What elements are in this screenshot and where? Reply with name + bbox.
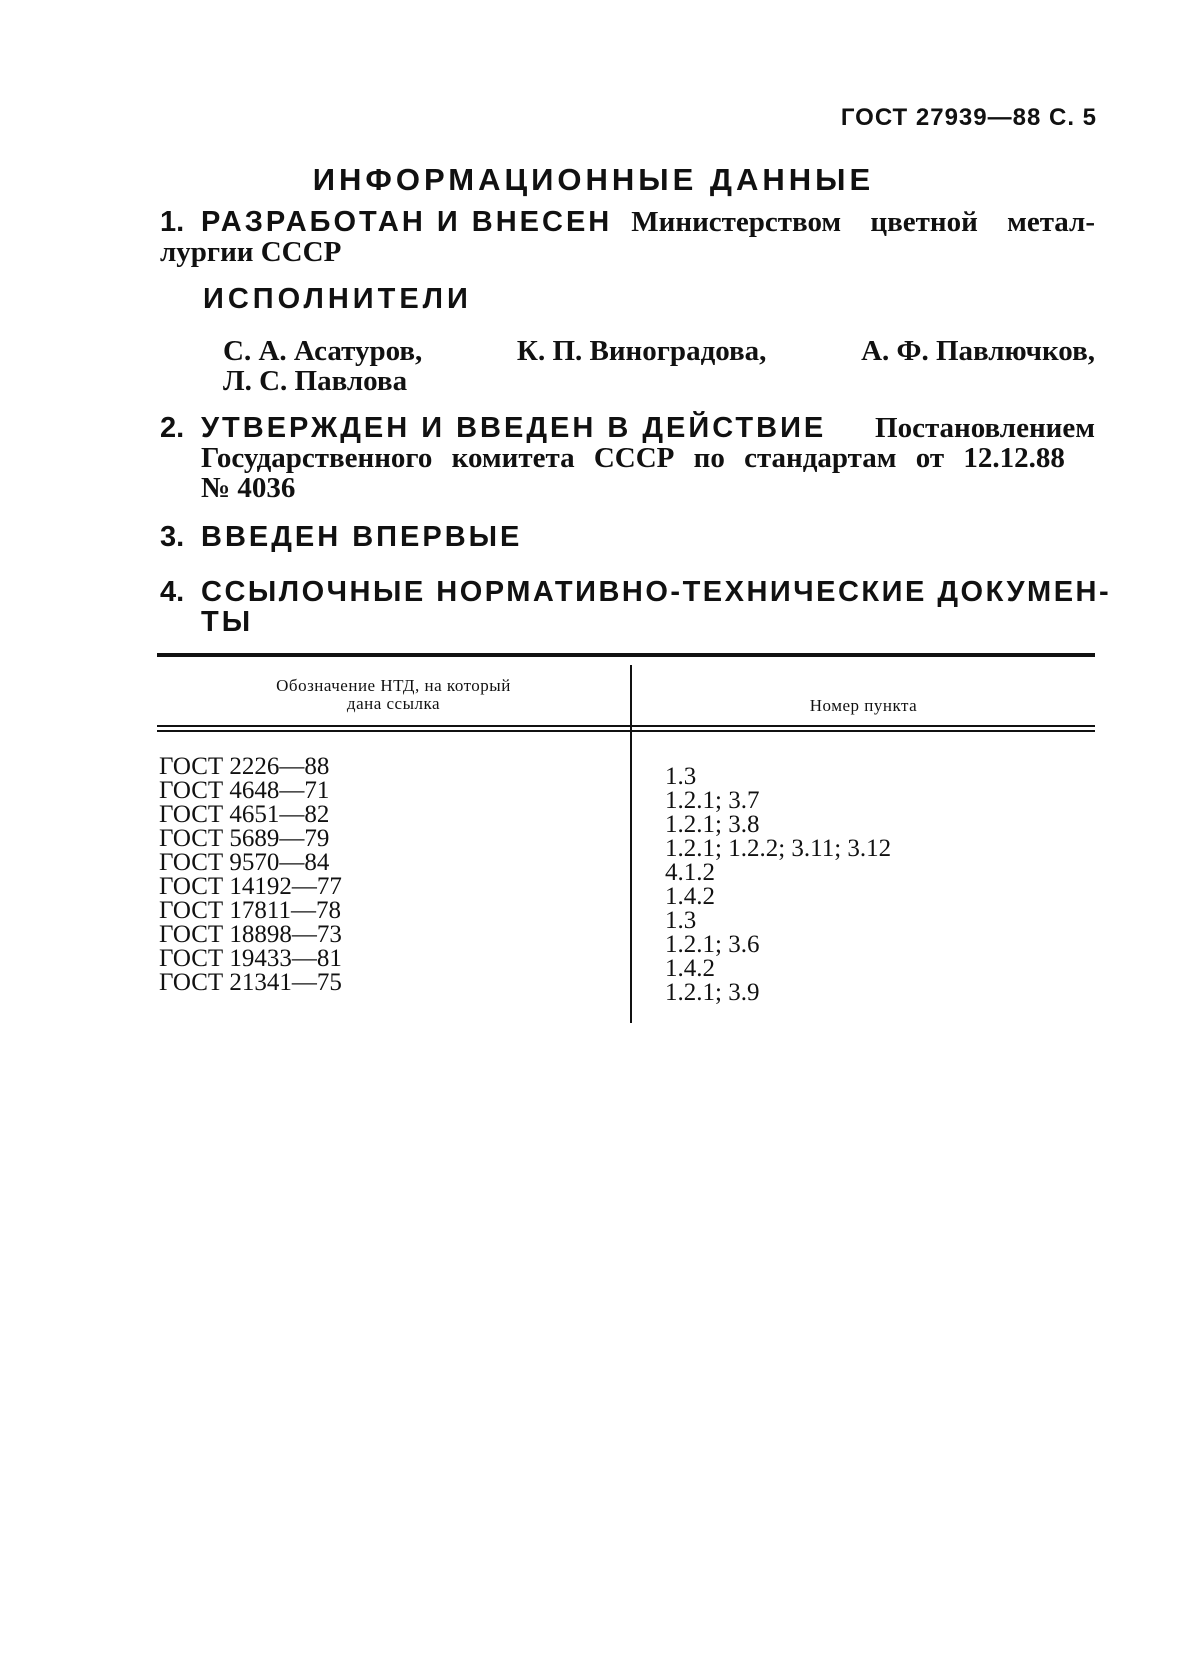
table-cell-document: ГОСТ 17811—78: [159, 897, 341, 924]
item-2-number: 2.: [160, 412, 185, 444]
item-4-number: 4.: [160, 576, 185, 608]
item-4-line-1: [160, 576, 1112, 608]
section-item-1: [160, 207, 1095, 267]
item-1-text-line-1: Министерством цветной метал-: [631, 206, 1095, 238]
item-4-caps-line-1: ССЫЛОЧНЫЕ НОРМАТИВНО-ТЕХНИЧЕСКИЕ ДОКУМЕН-: [201, 576, 1112, 608]
page-reference-header: ГОСТ 27939—88 С. 5: [840, 104, 1097, 131]
author-name: А. Ф. Павлючков,: [861, 335, 1095, 367]
section-item-4: [160, 576, 1112, 638]
author-name: С. А. Асатуров,: [223, 335, 423, 367]
item-2-line-1: [160, 413, 1095, 443]
item-3-number: 3.: [160, 521, 185, 553]
table-cell-document: ГОСТ 14192—77: [159, 873, 342, 900]
table-cell-document: ГОСТ 5689—79: [159, 825, 330, 852]
item-1-line-1: [160, 207, 1095, 237]
item-2-text-line-3: № 4036: [201, 472, 296, 504]
table-cell-clause: 1.3: [665, 907, 697, 934]
table-cell-clause: 1.2.1; 3.6: [665, 931, 760, 958]
item-2-caps: УТВЕРЖДЕН И ВВЕДЕН В ДЕЙСТВИЕ: [201, 412, 827, 444]
performers-heading: ИСПОЛНИТЕЛИ: [203, 283, 472, 315]
column-header-document: [157, 677, 630, 713]
item-3-caps: ВВЕДЕН ВПЕРВЫЕ: [201, 521, 523, 553]
performers-row-1: [223, 336, 1095, 366]
clause-column: [665, 765, 891, 1005]
table-cell-clause: 1.3: [665, 763, 697, 790]
table-header-rule: [157, 730, 1095, 732]
section-item-2: [160, 413, 1095, 503]
table-cell-clause: 4.1.2: [665, 859, 715, 886]
item-4-caps-line-2: ТЫ: [201, 606, 254, 638]
table-cell-document: ГОСТ 9570—84: [159, 849, 330, 876]
table-cell-clause: 1.2.1; 1.2.2; 3.11; 3.12: [665, 835, 892, 862]
item-2-lead: [160, 413, 826, 443]
performers-list: [223, 336, 1095, 396]
column-header-document-line-2: дана ссылка: [346, 694, 441, 713]
table-cell-clause: 1.4.2: [665, 955, 715, 982]
item-1-text-line-2: лургии СССР: [160, 236, 342, 268]
section-item-3: [160, 522, 1095, 552]
table-cell-clause: 1.4.2: [665, 883, 715, 910]
table-cell-clause: 1.2.1; 3.8: [665, 811, 760, 838]
table-cell-document: ГОСТ 2226—88: [159, 753, 330, 780]
table-cell-document: ГОСТ 4651—82: [159, 801, 330, 828]
author-name: Л. С. Павлова: [223, 365, 408, 397]
table-cell-document: ГОСТ 19433—81: [159, 945, 342, 972]
table-cell-document: ГОСТ 4648—71: [159, 777, 330, 804]
table-top-rule: [157, 653, 1095, 657]
table-header-rule: [157, 725, 1095, 727]
column-header-clause: Номер пункта: [809, 696, 918, 715]
item-3-line: [160, 522, 1095, 552]
item-1-number: 1.: [160, 206, 185, 238]
table-cell-document: ГОСТ 21341—75: [159, 969, 342, 996]
item-2-text-line-1: Постановлением: [875, 412, 1095, 444]
item-1-lead: [160, 207, 612, 237]
table-cell-clause: 1.2.1; 3.7: [665, 787, 760, 814]
table-column-divider: [630, 665, 632, 1023]
column-header-document-line-1: Обозначение НТД, на который: [276, 676, 511, 695]
table-cell-clause: 1.2.1; 3.9: [665, 979, 760, 1006]
author-name: К. П. Виноградова,: [516, 335, 767, 367]
page-title: ИНФОРМАЦИОННЫЕ ДАННЫЕ: [312, 162, 875, 197]
item-2-text-line-2: Государственного комитета СССР по стандартам от 12.12.88: [201, 442, 1065, 474]
item-1-caps: РАЗРАБОТАН И ВНЕСЕН: [201, 206, 613, 238]
table-cell-document: ГОСТ 18898—73: [159, 921, 342, 948]
document-column: [159, 755, 342, 995]
reference-documents-table: [157, 653, 1095, 1028]
